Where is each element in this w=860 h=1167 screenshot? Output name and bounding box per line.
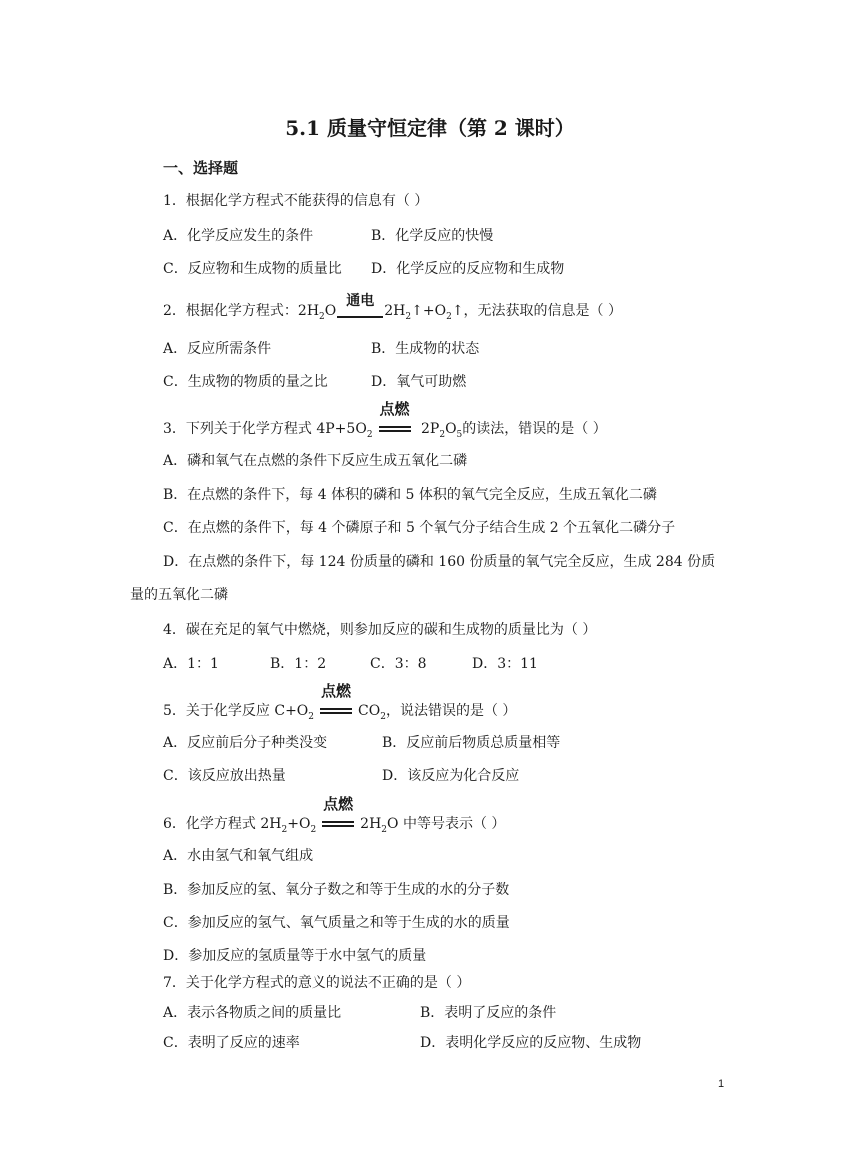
question-4-option-c: C．3：8: [370, 656, 427, 672]
question-7-option-d: D．表明化学反应的反应物、生成物: [420, 1035, 642, 1051]
question-5-option-a: A．反应前后分子种类没变: [163, 735, 328, 751]
equation-mid: +O: [287, 816, 311, 832]
equation-product: CO: [358, 703, 381, 719]
question-2-option-a: A．反应所需条件: [163, 341, 272, 357]
question-7-option-b: B．表明了反应的条件: [420, 1005, 557, 1021]
question-3-suffix: 的读法，错误的是（ ）: [462, 421, 607, 437]
subscript: 2: [308, 711, 315, 722]
question-5-prefix: 5．关于化学反应 C+O: [163, 703, 309, 719]
equation-product-b: O: [387, 816, 399, 832]
question-6-suffix: 中等号表示（ ）: [398, 816, 506, 832]
equation-product-a: 2H: [384, 303, 406, 319]
reaction-bar: [337, 316, 383, 318]
equation-reactant: 2H: [297, 303, 320, 319]
equation-product-a: 2H: [360, 816, 382, 832]
question-3-option-c: C．在点燃的条件下，每 4 个磷原子和 5 个氧气分子结合生成 2 个五氧化二磷分子: [163, 520, 676, 536]
reaction-condition-line: [337, 293, 383, 321]
question-6-option-c: C．参加反应的氢气、氧气质量之和等于生成的水的质量: [163, 915, 510, 931]
equals-bar-top: [379, 426, 411, 428]
equals-bar-top: [322, 821, 354, 823]
question-4-stem: 4．碳在充足的氧气中燃烧，则参加反应的碳和生成物的质量比为（ ）: [163, 622, 597, 638]
section-heading: 一、选择题: [163, 159, 239, 177]
equals-sign-with-condition: [377, 400, 413, 439]
question-5-option-c: C．该反应放出热量: [163, 768, 286, 784]
reaction-condition: 点燃: [321, 682, 352, 700]
page-number: 1: [718, 1078, 725, 1090]
question-2-option-b: B．生成物的状态: [371, 341, 480, 357]
question-3-option-d: D．在点燃的条件下，每 124 份质量的磷和 160 份质量的氧气完全反应，生成 284 份质: [163, 554, 716, 570]
question-2-option-d: D．氧气可助燃: [371, 374, 467, 390]
subscript: 2: [381, 824, 388, 835]
question-1-option-b: B．化学反应的快慢: [371, 228, 494, 244]
equation-product-b: ↑+O: [411, 303, 447, 319]
subscript: 2: [439, 429, 446, 440]
question-6-prefix: 6．化学方程式 2H: [163, 816, 282, 832]
question-1-option-a: A．化学反应发生的条件: [163, 228, 314, 244]
equation-product-b: O: [445, 421, 457, 437]
question-2-stem: [163, 293, 622, 322]
question-7-option-c: C．表明了反应的速率: [163, 1035, 300, 1051]
equation-product-a: 2P: [421, 421, 440, 437]
question-4-option-b: B．1：2: [270, 656, 327, 672]
subscript: 2: [310, 824, 317, 835]
equals-bar-top: [320, 708, 352, 710]
subscript: 2: [281, 824, 288, 835]
subscript: 5: [456, 429, 463, 440]
subscript: 2: [405, 311, 412, 322]
question-3-option-d-continued: 量的五氧化二磷: [130, 587, 228, 603]
question-7-option-a: A．表示各物质之间的质量比: [163, 1005, 342, 1021]
subscript: 2: [319, 311, 325, 322]
question-6-option-b: B．参加反应的氢、氧分子数之和等于生成的水的分子数: [163, 882, 510, 898]
subscript: 2: [380, 711, 386, 722]
reaction-condition: 点燃: [323, 795, 354, 813]
question-3-option-b: B．在点燃的条件下，每 4 体积的磷和 5 体积的氧气完全反应，生成五氧化二磷: [163, 487, 657, 503]
document-title: 5.1 质量守恒定律（第 2 课时）: [285, 116, 575, 140]
question-6-option-a: A．水由氢气和氧气组成: [163, 848, 314, 864]
question-4-option-d: D．3：11: [472, 656, 538, 672]
question-5-option-b: B．反应前后物质总质量相等: [382, 735, 561, 751]
question-2-option-c: C．生成物的物质的量之比: [163, 374, 328, 390]
equals-bar-bottom: [379, 430, 411, 432]
equals-bar-bottom: [320, 712, 352, 714]
question-1-option-d: D．化学反应的反应物和生成物: [371, 261, 565, 277]
reaction-condition: 通电: [346, 293, 375, 309]
question-4-option-a: A．1：1: [163, 656, 219, 672]
question-3-prefix: 3．下列关于化学方程式 4P+5O: [163, 421, 367, 437]
question-2-suffix: ↑，无法获取的信息是（ ）: [451, 303, 622, 319]
question-3-stem: [163, 400, 607, 440]
question-3-option-a: A．磷和氧气在点燃的条件下反应生成五氧化二磷: [163, 453, 468, 469]
question-1-option-c: C．反应物和生成物的质量比: [163, 261, 342, 277]
question-2-prefix: 2．根据化学方程式：: [163, 303, 298, 319]
equals-sign-with-condition: [320, 795, 356, 834]
question-6-option-d: D．参加反应的氢质量等于水中氢气的质量: [163, 948, 427, 964]
question-5-stem: [163, 682, 517, 722]
subscript: 2: [366, 429, 373, 440]
question-1-stem: 1．根据化学方程式不能获得的信息有（ ）: [163, 193, 429, 209]
equals-bar-bottom: [322, 825, 354, 827]
question-5-suffix: ，说法错误的是（ ）: [385, 703, 517, 719]
question-6-stem: [163, 795, 506, 835]
reaction-condition: 点燃: [379, 400, 410, 418]
subscript: 2: [446, 311, 452, 322]
question-5-option-d: D．该反应为化合反应: [382, 768, 520, 784]
equals-sign-with-condition: [318, 682, 354, 721]
equation-reactant-tail: O: [324, 303, 337, 319]
question-7-stem: 7．关于化学方程式的意义的说法不正确的是（ ）: [163, 975, 471, 991]
